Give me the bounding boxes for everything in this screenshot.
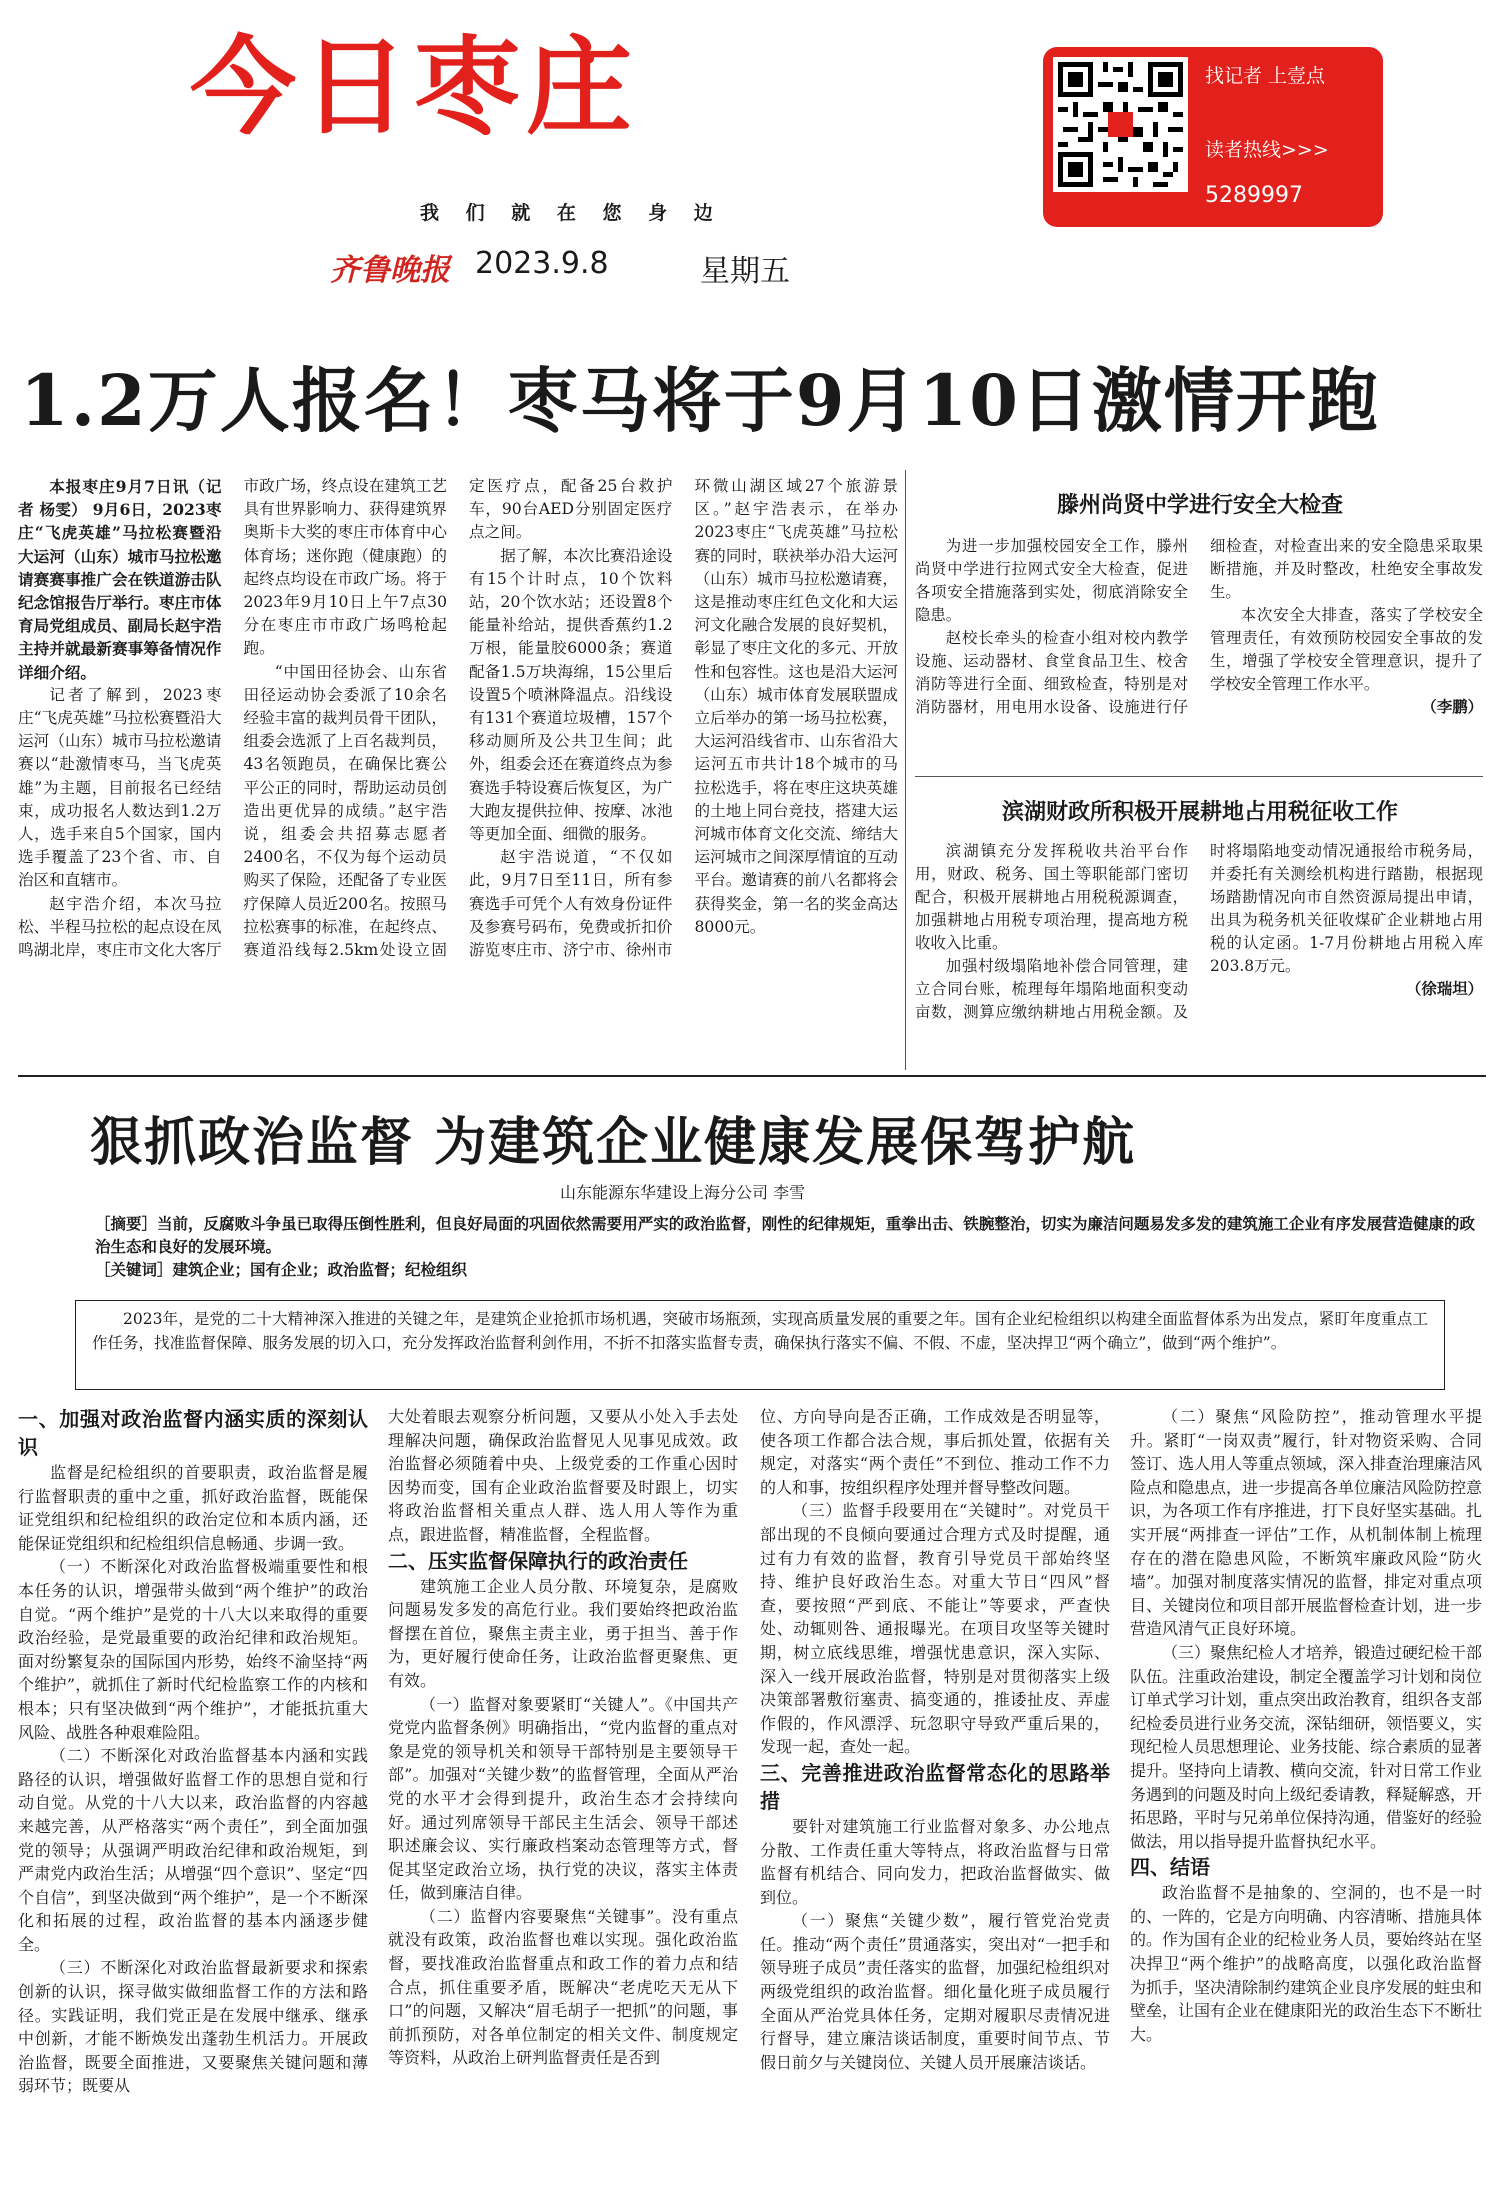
lead-paragraph: “中国田径协会、山东省田径运动协会委派了10余名经验丰富的裁判员骨干团队，组委会选派了上百名裁判员，43名领跑员，在确保比赛公平公正的同时，帮助运动员创造出更优异的成绩。”赵宇浩说，组委会共招募志愿者2400名，不仅为每个运动员购买了保险，还配备了专业医疗保障人员近200名。按照马拉松赛事的标准，在起终点、赛道沿线每2.5km处设立固定医疗点，配备25台救护车，90台AED分别固定医疗点之间。 xyxy=(243,477,673,960)
feature-abstract xyxy=(95,1212,1475,1281)
brand-name: 齐鲁晚报 xyxy=(330,253,450,288)
feature-paragraph: （一）不断深化对政治监督极端重要性和根本任务的认识，增强带头做到“两个维护”的政治自觉。“两个维护”是党的十八大以来取得的重要政治经验，是党最重要的政治纪律和政治规矩。面对纷繁复杂的国际国内形势，始终不渝坚持“两个维护”，就抓住了新时代纪检监察工作的内核和根本；只有坚决做到“两个维护”，才能抵抗重大风险、战胜各种艰难险阻。 xyxy=(18,1557,368,1742)
feature-headline: 狠抓政治监督 为建筑企业健康发展保驾护航 xyxy=(90,1112,1137,1173)
feature-paragraph: 政治监督不是抽象的、空洞的，也不是一时的、一阵的，它是方向明确、内容清晰、措施具体的。作为国有企业的纪检业务人员，要始终站在坚决捍卫“两个维护”的战略高度，以强化政治监督为抓手，坚决清除制约建筑企业良序发展的蛀虫和壁垒，让国有企业在健康阳光的政治生态下不断壮大。 xyxy=(1130,1883,1483,2044)
feature-intro-box xyxy=(75,1300,1445,1390)
section-heading: 一、加强对政治监督内涵实质的深刻认识 xyxy=(18,1407,368,1459)
brief-byline: （徐瑞坦） xyxy=(1406,980,1483,998)
lead-article-body xyxy=(18,475,898,962)
feature-paragraph: （三）聚焦纪检人才培养，锻造过硬纪检干部队伍。注重政治建设，制定全覆盖学习计划和岗位订单式学习计划，重点突出政治教育，组织各支部纪检委员进行业务交流，深钻细研，领悟要义，实现纪检人员思想理论、业务技能、综合素质的显著提升。坚持向上请教、横向交流，针对日常工作业务遇到的问题及时向上级纪委请教，释疑解惑，开拓思路，平时与兄弟单位保持沟通，借鉴好的经验做法，用以指导提升监督执纪水平。 xyxy=(1130,1642,1483,1851)
promo-line-reporter: 找记者 上壹点 xyxy=(1205,65,1326,87)
feature-paragraph: 位、方向导向是否正确，工作成效是否明显等，使各项工作都合法合规，事后抓处置，依据有关规定，对落实“两个责任”不到位、推动工作不力的人和事，按组织程序处理并督导整改问题。 xyxy=(760,1407,1110,1497)
lead-paragraph: 本报枣庄9月7日讯（记者 杨雯） 9月6日，2023枣庄“飞虎英雄”马拉松赛暨沿大运河（山东）城市马拉松邀请赛赛事推广会在铁道游击队纪念馆报告厅举行。枣庄市体育局党组成员、副局长赵宇浩主持并就最新赛事筹备情况作详细介绍。 xyxy=(18,477,222,682)
feature-paragraph: （二）不断深化对政治监督基本内涵和实践路径的认识，增强做好监督工作的思想自觉和行动自觉。从党的十八大以来，政治监督的内容越来越完善，从严格落实“两个责任”，到全面加强党的领导；从强调严明政治纪律和政治规矩，到严肃党内政治生活；从增强“四个意识”、坚定“四个自信”，到坚决做到“两个维护”，是一个不断深化和拓展的过程，政治监督的基本内涵逐步健全。 xyxy=(18,1746,368,1954)
qr-code-icon[interactable] xyxy=(1053,57,1188,192)
issue-date: 2023.9.8 xyxy=(475,246,609,281)
promo-line-hotline: 读者热线>>> xyxy=(1205,139,1329,161)
brief-byline: （李鹏） xyxy=(1421,698,1483,716)
column-divider xyxy=(905,470,906,1070)
feature-paragraph: （二）监督内容要聚焦“关键事”。没有重点就没有政策，政治监督也难以实现。强化政治监督，要找准政治监督重点和政工作的着力点和结合点，抓住重要矛盾，既解决“老虎吃天无从下口”的问题，又解决“眉毛胡子一把抓”的问题，事前抓预防，对各单位制定的相关文件、制度规定等资料，从政治上研判监督责任是否到 xyxy=(388,1906,738,2068)
feature-paragraph: （一）监督对象要紧盯“关键人”。《中国共产党党内监督条例》明确指出，“党内监督的重点对象是党的领导机关和领导干部特别是主要领导干部”。加强对“关键少数”的监督管理，全面从严治党的水平才会得到提升，政治生态才会持续向好。通过列席领导干部民主生活会、领导干部述职述廉会议、实行廉政档案动态管理等方式，督促其坚定政治立场，执行党的决议，落实主体责任，做到廉洁自律。 xyxy=(388,1694,738,1903)
brief-body-binhu xyxy=(915,840,1483,1024)
brief-title-binhu: 滨湖财政所积极开展耕地占用税征收工作 xyxy=(1001,799,1398,825)
keywords-text: ［关键词］建筑企业；国有企业；政治监督；纪检组织 xyxy=(95,1260,468,1279)
brief-body-tengzhou xyxy=(915,535,1483,719)
brief-paragraph: 为进一步加强校园安全工作，滕州尚贤中学进行拉网式安全大检查，促进各项安全措施落到实处，彻底消除安全隐患。 xyxy=(915,537,1188,624)
brief-paragraph: 加强村级塌陷地补偿合同管理，建立合同台账，梳理每年塌陷地面积变动亩数，测算应缴纳耕地占用税金额。及时将塌陷地变动情况通报给市税务局，并委托有关测绘机构进行踏勘，根据现场踏勘情况向市自然资源局提出申请，出具为税务机关征收煤矿企业耕地占用税的认定函。1-7月份耕地占用税入库203.8万元。 xyxy=(915,842,1483,1021)
reader-hotline-box xyxy=(1043,47,1383,227)
brief-paragraph: 滨湖镇充分发挥税收共治平台作用，财政、税务、国土等职能部门密切配合，积极开展耕地占用税税源调查，加强耕地占用税专项治理，提高地方税收收入比重。 xyxy=(915,842,1188,952)
feature-paragraph: 监督是纪检组织的首要职责，政治监督是履行监督职责的重中之重，抓好政治监督，既能保证党组织和纪检组织的政治定位和本质内涵，还能保证党组织和纪检组织信息畅通、步调一致。 xyxy=(18,1463,368,1553)
lead-paragraph: 赵宇浩说道，“不仅如此，9月7日至11日，所有参赛选手可凭个人有效身份证件及参赛号码布，免费或折扣价游览枣庄市、济宁市、徐州市环微山湖区域27个旅游景区。”赵宇浩表示，在举办2023枣庄“飞虎英雄”马拉松赛的同时，联袂举办沿大运河（山东）城市马拉松邀请赛，这是推动枣庄红色文化和大运河文化融合发展的良好契机，彰显了枣庄文化的多元、开放性和包容性。这也是沿大运河（山东）城市体育发展联盟成立后举办的第一场马拉松赛，大运河沿线省市、山东省沿大运河五市共计18个城市的马拉松选手，将在枣庄这块英雄的土地上同台竞技，搭建大运河城市体育文化交流、缔结大运河城市之间深厚情谊的互动平台。邀请赛的前八名都将会获得奖金，第一名的奖金高达8000元。 xyxy=(469,477,898,960)
issue-weekday: 星期五 xyxy=(700,254,790,289)
section-heading: 四、结语 xyxy=(1130,1855,1210,1880)
feature-column-2 xyxy=(388,1405,738,2070)
feature-paragraph: （三）不断深化对政治监督最新要求和探索创新的认识，探寻做实做细监督工作的方法和路径。实践证明，我们党正是在发展中继承、继承中创新，才能不断焕发出蓬勃生机活力。开展政治监督，既要全面推进，又要聚焦关键问题和薄弱环节；既要从 xyxy=(18,1958,368,2096)
feature-column-3 xyxy=(760,1405,1110,2074)
brief-title-tengzhou: 滕州尚贤中学进行安全大检查 xyxy=(1056,492,1343,518)
feature-paragraph: 大处着眼去观察分析问题，又要从小处入手去处理解决问题，确保政治监督见人见事见成效。政治监督必须随着中央、上级党委的工作重心因时因势而变，国有企业政治监督要及时跟上，切实将政治监督相关重点人群、选人用人等作为重点，跟进监督，精准监督，全程监督。 xyxy=(388,1407,738,1544)
brief-paragraph: 赵校长牵头的检查小组对校内教学设施、运动器材、食堂食品卫生、校舍消防等进行全面、细致检查，特别是对消防器材，用电用水设备、设施进行仔细检查，对检查出来的安全隐患采取果断措施，并及时整改，杜绝安全事故发生。 xyxy=(915,537,1483,716)
feature-author: 山东能源东华建设上海分公司 李雪 xyxy=(560,1183,806,1202)
feature-paragraph: （一）聚焦“关键少数”，履行管党治党责任。推动“两个责任”贯通落实，突出对“一把手和领导班子成员”责任落实的监督，加强纪检组织对两级党组织的政治监督。细化量化班子成员履行全面从严治党具体任务，定期对履职尽责情况进行督导，建立廉洁谈话制度，重要时间节点、节假日前夕与关键岗位、关键人员开展廉洁谈话。 xyxy=(760,1911,1110,2072)
abstract-text: ［摘要］当前，反腐败斗争虽已取得压倒性胜利，但良好局面的巩固依然需要用严实的政治监督，刚性的纪律规矩，重拳出击、铁腕整治，切实为廉洁问题易发多发的建筑施工企业有序发展营造健康的政治生态和良好的发展环境。 xyxy=(95,1214,1475,1256)
section-heading: 二、压实监督保障执行的政治责任 xyxy=(388,1548,688,1573)
masthead-slogan: 我 们 就 在 您 身 边 xyxy=(420,202,723,224)
brief-paragraph: 本次安全大排查，落实了学校安全管理责任，有效预防校园安全事故的发生，增强了学校安全管理意识，提升了学校安全管理工作水平。 xyxy=(1210,606,1483,693)
feature-paragraph: 要针对建筑施工行业监督对象多、办公地点分散、工作责任重大等特点，将政治监督与日常监督有机结合、同向发力，把政治监督做实、做到位。 xyxy=(760,1816,1110,1907)
section-divider xyxy=(18,1075,1486,1077)
lead-paragraph: 据了解，本次比赛沿途设有15个计时点，10个饮料站，20个饮水站；还设置8个能量补给站，提供香蕉约1.2万根，能量胶6000条；赛道配备1.5万块海绵，15公里后设置5个喷淋降温点。沿线设有131个赛道垃圾槽，157个移动厕所及公共卫生间；此外，组委会还在赛道终点为参赛选手特设赛后恢复区，为广大跑友提供拉伸、按摩、冰池等更加全面、细微的服务。 xyxy=(469,546,673,844)
section-heading: 三、完善推进政治监督常态化的思路举措 xyxy=(760,1760,1110,1813)
masthead-logo xyxy=(190,28,750,148)
intro-text: 2023年，是党的二十大精神深入推进的关键之年，是建筑企业抢抓市场机遇，突破市场瓶颈，实现高质量发展的重要之年。国有企业纪检组织以构建全面监督体系为出发点，紧盯年度重点工作任务，找准监督保障、服务发展的切入口，充分发挥政治监督利剑作用，不折不扣落实监督专责，确保执行落实不偏、不假、不虚，坚决捍卫“两个确立”，做到“两个维护”。 xyxy=(92,1310,1428,1352)
lead-paragraph: 记者了解到，2023枣庄“飞虎英雄”马拉松赛暨沿大运河（山东）城市马拉松邀请赛以“赴激情枣马，当飞虎英雄”为主题，目前报名已经结束，成功报名人数达到1.2万人，选手来自5个国家，国内选手覆盖了23个省、市、自治区和直辖市。 xyxy=(18,685,222,890)
promo-hotline-number: 5289997 xyxy=(1205,183,1303,208)
lead-paragraph: 赵宇浩介绍，本次马拉松、半程马拉松的起点设在凤鸣湖北岸，枣庄市文化大客厅市政广场，终点设在建筑工艺具有世界影响力、获得建筑界奥斯卡大奖的枣庄市体育中心体育场；迷你跑（健康跑）的起终点均设在市政广场。将于2023年9月10日上午7点30分在枣庄市市政广场鸣枪起跑。 xyxy=(18,477,447,960)
masthead-title: 今日枣庄 xyxy=(190,26,638,149)
brief-divider xyxy=(915,776,1483,777)
feature-paragraph: （三）监督手段要用在“关键时”。对党员干部出现的不良倾向要通过合理方式及时提醒，通过有力有效的监督，教育引导党员干部始终坚持、维护良好政治生态。对重大节日“四风”督查，要按照“严到底、不能让”等要求，严查快处、动辄则咎、通报曝光。在项目攻坚等关键时期，树立底线思维，增强忧患意识，深入实际、深入一线开展政治监督，特别是对贯彻落实上级决策部署敷衍塞责、搞变通的，推诿扯皮、弄虚作假的，作风漂浮、玩忽职守导致严重后果的，发现一起，查处一起。 xyxy=(760,1501,1110,1757)
lead-headline: 1.2万人报名！枣马将于9月10日激情开跑 xyxy=(20,359,1380,442)
feature-paragraph: （二）聚焦“风险防控”，推动管理水平提升。紧盯“一岗双责”履行，针对物资采购、合同签订、选人用人等重点领域，深入排查治理廉洁风险点和隐患点，进一步提高各单位廉洁风险防控意识，为各项工作有序推进，打下良好坚实基础。扎实开展“两排查一评估”工作，从机制体制上梳理存在的潜在隐患风险，不断筑牢廉政风险“防火墙”。加强对制度落实情况的监督，排定对重点项目、关键岗位和项目部开展监督检查计划，进一步营造风清气正良好环境。 xyxy=(1130,1407,1483,1639)
feature-paragraph: 建筑施工企业人员分散、环境复杂，是腐败问题易发多发的高危行业。我们要始终把政治监督摆在首位，聚焦主责主业，勇于担当、善于作为，更好履行使命任务，让政治监督更聚焦、更有效。 xyxy=(388,1576,738,1690)
feature-column-1 xyxy=(18,1405,368,2098)
feature-column-4 xyxy=(1130,1405,1482,2046)
